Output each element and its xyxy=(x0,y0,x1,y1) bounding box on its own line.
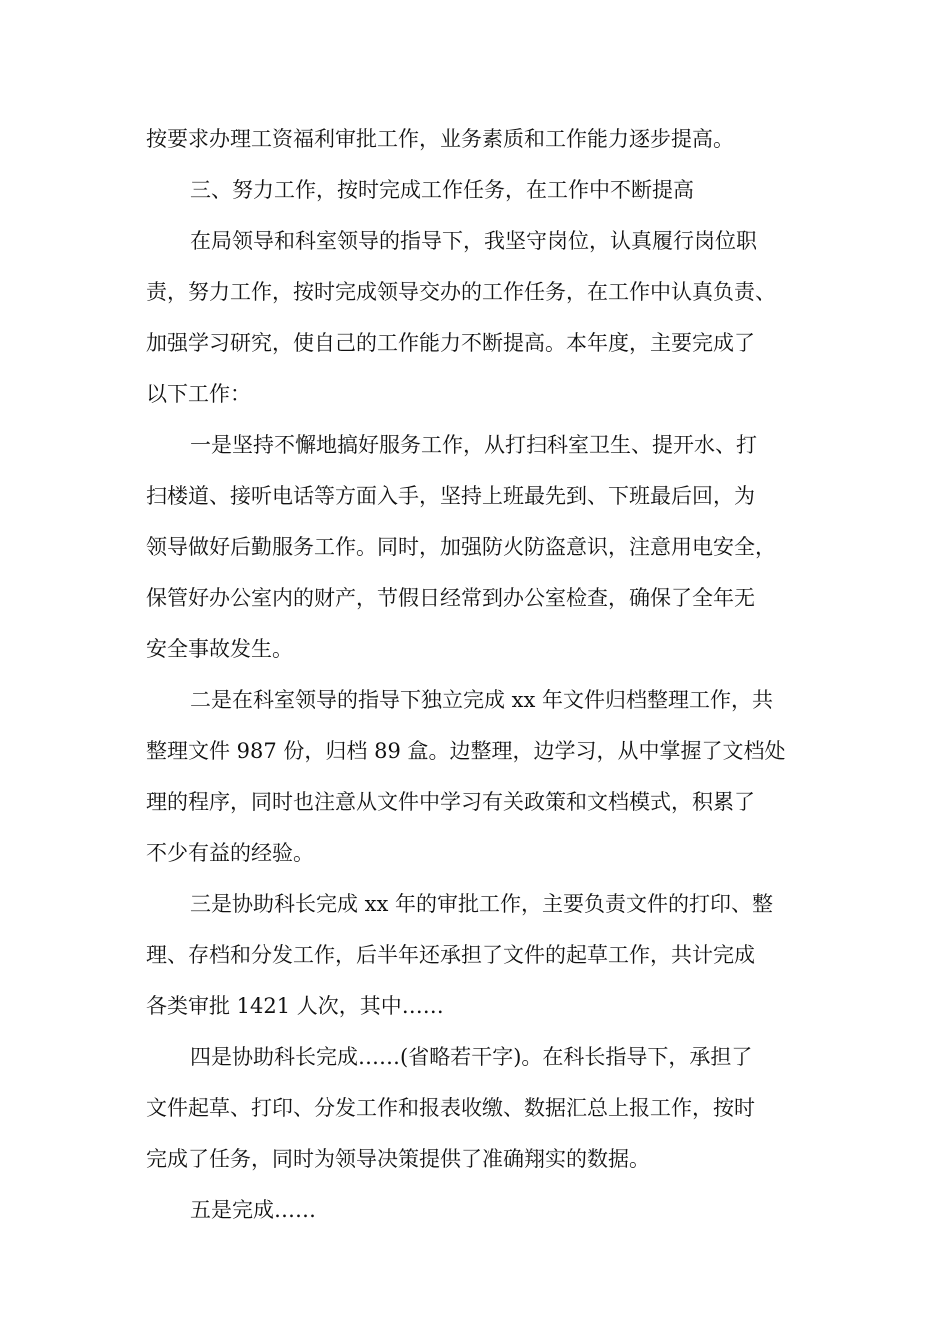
text-line: 四是协助科长完成……(省略若干字)。在科长指导下，承担了 xyxy=(190,1045,753,1069)
text-line: 一是坚持不懈地搞好服务工作，从打扫科室卫生、提开水、打 xyxy=(190,433,757,457)
text-line: 不少有益的经验。 xyxy=(146,841,314,865)
text-line: 完成了任务，同时为领导决策提供了准确翔实的数据。 xyxy=(146,1147,650,1171)
text-line: 加强学习研究，使自己的工作能力不断提高。本年度，主要完成了 xyxy=(146,331,755,355)
section-heading: 三、努力工作，按时完成工作任务，在工作中不断提高 xyxy=(190,178,694,202)
text-line: 理、存档和分发工作，后半年还承担了文件的起草工作，共计完成 xyxy=(146,943,755,967)
text-line: 保管好办公室内的财产，节假日经常到办公室检查，确保了全年无 xyxy=(146,586,755,610)
text-line: 文件起草、打印、分发工作和报表收缴、数据汇总上报工作，按时 xyxy=(146,1096,755,1120)
text-line: 在局领导和科室领导的指导下，我坚守岗位，认真履行岗位职 xyxy=(190,229,757,253)
text-line: 二是在科室领导的指导下独立完成 xx 年文件归档整理工作，共 xyxy=(190,688,774,712)
text-line: 责，努力工作，按时完成领导交办的工作任务，在工作中认真负责、 xyxy=(146,280,776,304)
text-line: 三是协助科长完成 xx 年的审批工作，主要负责文件的打印、整 xyxy=(190,892,774,916)
text-line: 理的程序，同时也注意从文件中学习有关政策和文档模式，积累了 xyxy=(146,790,755,814)
text-line: 领导做好后勤服务工作。同时，加强防火防盗意识，注意用电安全， xyxy=(146,535,776,559)
text-line: 整理文件 987 份，归档 89 盒。边整理，边学习，从中掌握了文档处 xyxy=(146,739,786,763)
text-line: 各类审批 1421 人次，其中…… xyxy=(146,994,444,1018)
text-line: 以下工作： xyxy=(146,382,251,406)
text-line: 五是完成…… xyxy=(190,1198,316,1222)
text-line: 按要求办理工资福利审批工作，业务素质和工作能力逐步提高。 xyxy=(146,127,734,151)
text-line: 扫楼道、接听电话等方面入手，坚持上班最先到、下班最后回，为 xyxy=(146,484,755,508)
text-line: 安全事故发生。 xyxy=(146,637,293,661)
